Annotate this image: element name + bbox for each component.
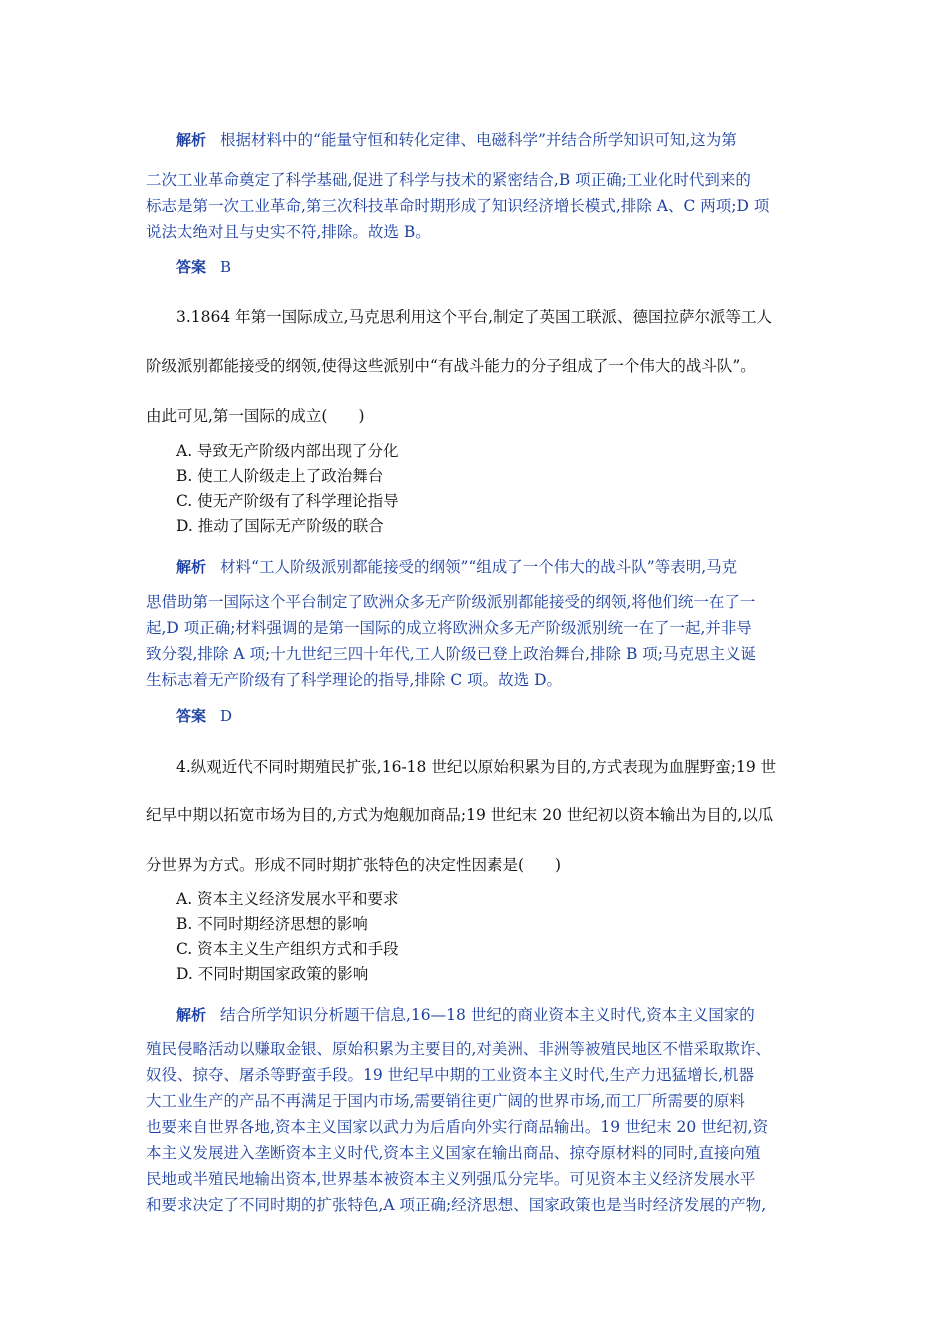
q2-analysis-line-3: 标志是第一次工业革命,第三次科技革命时期形成了知识经济增长模式,排除 A、C 两项;D 项 <box>146 197 770 215</box>
q4-options <box>176 887 836 987</box>
answer-value: D <box>220 707 233 725</box>
q3-stem-line-3: 由此可见,第一国际的成立( ) <box>146 407 365 425</box>
q3-analysis-line-2: 思借助第一国际这个平台制定了欧洲众多无产阶级派别都能接受的纲领,将他们统一在了一 <box>146 593 756 611</box>
q4-stem-line-2: 纪早中期以拓宽市场为目的,方式为炮舰加商品;19 世纪末 20 世纪初以资本输出为目的,以瓜 <box>146 806 774 824</box>
analysis-label: 解析 <box>176 558 207 576</box>
q4-analysis-line-6: 本主义发展进入垄断资本主义时代,资本主义国家在输出商品、掠夺原材料的同时,直接向殖 <box>146 1144 761 1162</box>
q4-analysis-line-1: 解析 结合所学知识分析题干信息,16—18 世纪的商业资本主义时代,资本主义国家的 <box>176 1006 755 1024</box>
q3-analysis-line-3: 起,D 项正确;材料强调的是第一国际的成立将欧洲众多无产阶级派别统一在了一起,并非导 <box>146 619 752 637</box>
q3-option-a: A. 导致无产阶级内部出现了分化 <box>176 442 399 460</box>
answer-value: B <box>220 258 232 276</box>
q4-analysis-line-4: 大工业生产的产品不再满足于国内市场,需要销往更广阔的世界市场,而工厂所需要的原料 <box>146 1092 745 1110</box>
q3-stem-line-2: 阶级派别都能接受的纲领,使得这些派别中“有战斗能力的分子组成了一个伟大的战斗队”。 <box>146 357 756 375</box>
answer-label: 答案 <box>176 258 207 276</box>
q2-analysis-line-1: 解析 根据材料中的“能量守恒和转化定律、电磁科学”并结合所学知识可知,这为第 <box>176 131 737 149</box>
q4-option-b: B. 不同时期经济思想的影响 <box>176 915 368 933</box>
q4-option-c: C. 资本主义生产组织方式和手段 <box>176 940 399 958</box>
q4-analysis-line-7: 民地或半殖民地输出资本,世界基本被资本主义列强瓜分完毕。可见资本主义经济发展水平 <box>146 1170 756 1188</box>
q4-analysis-line-2: 殖民侵略活动以赚取金银、原始积累为主要目的,对美洲、非洲等被殖民地区不惜采取欺诈、 <box>146 1040 771 1058</box>
analysis-label: 解析 <box>176 131 207 149</box>
q3-analysis-line-1: 解析 材料“工人阶级派别都能接受的纲领”“组成了一个伟大的战斗队”等表明,马克 <box>176 558 738 576</box>
q4-stem-line-3: 分世界为方式。形成不同时期扩张特色的决定性因素是( ) <box>146 856 562 874</box>
q4-stem-line-1: 4.纵观近代不同时期殖民扩张,16-18 世纪以原始积累为目的,方式表现为血腥野蛮;19 世 <box>176 758 777 776</box>
q3-option-b: B. 使工人阶级走上了政治舞台 <box>176 467 384 485</box>
q4-option-d: D. 不同时期国家政策的影响 <box>176 965 369 983</box>
q3-option-c: C. 使无产阶级有了科学理论指导 <box>176 492 399 510</box>
q3-option-d: D. 推动了国际无产阶级的联合 <box>176 517 384 535</box>
q2-analysis-line-4: 说法太绝对且与史实不符,排除。故选 B。 <box>146 223 431 241</box>
q4-analysis-line-8: 和要求决定了不同时期的扩张特色,A 项正确;经济思想、国家政策也是当时经济发展的产物, <box>146 1196 767 1214</box>
answer-label: 答案 <box>176 707 207 725</box>
q2-analysis-line-2: 二次工业革命奠定了科学基础,促进了科学与技术的紧密结合,B 项正确;工业化时代到来的 <box>146 171 751 189</box>
q3-analysis-line-5: 生标志着无产阶级有了科学理论的指导,排除 C 项。故选 D。 <box>146 671 562 689</box>
q3-options <box>176 439 836 539</box>
q3-stem-line-1: 3.1864 年第一国际成立,马克思利用这个平台,制定了英国工联派、德国拉萨尔派等工人 <box>176 308 773 326</box>
q4-analysis-line-5: 也要来自世界各地,资本主义国家以武力为后盾向外实行商品输出。19 世纪末 20 世纪初,资 <box>146 1118 769 1136</box>
analysis-label: 解析 <box>176 1006 207 1024</box>
q3-analysis-line-4: 致分裂,排除 A 项;十九世纪三四十年代,工人阶级已登上政治舞台,排除 B 项;马克思主义诞 <box>146 645 757 663</box>
q4-analysis-line-3: 奴役、掠夺、屠杀等野蛮手段。19 世纪早中期的工业资本主义时代,生产力迅猛增长,机器 <box>146 1066 755 1084</box>
q4-option-a: A. 资本主义经济发展水平和要求 <box>176 890 399 908</box>
